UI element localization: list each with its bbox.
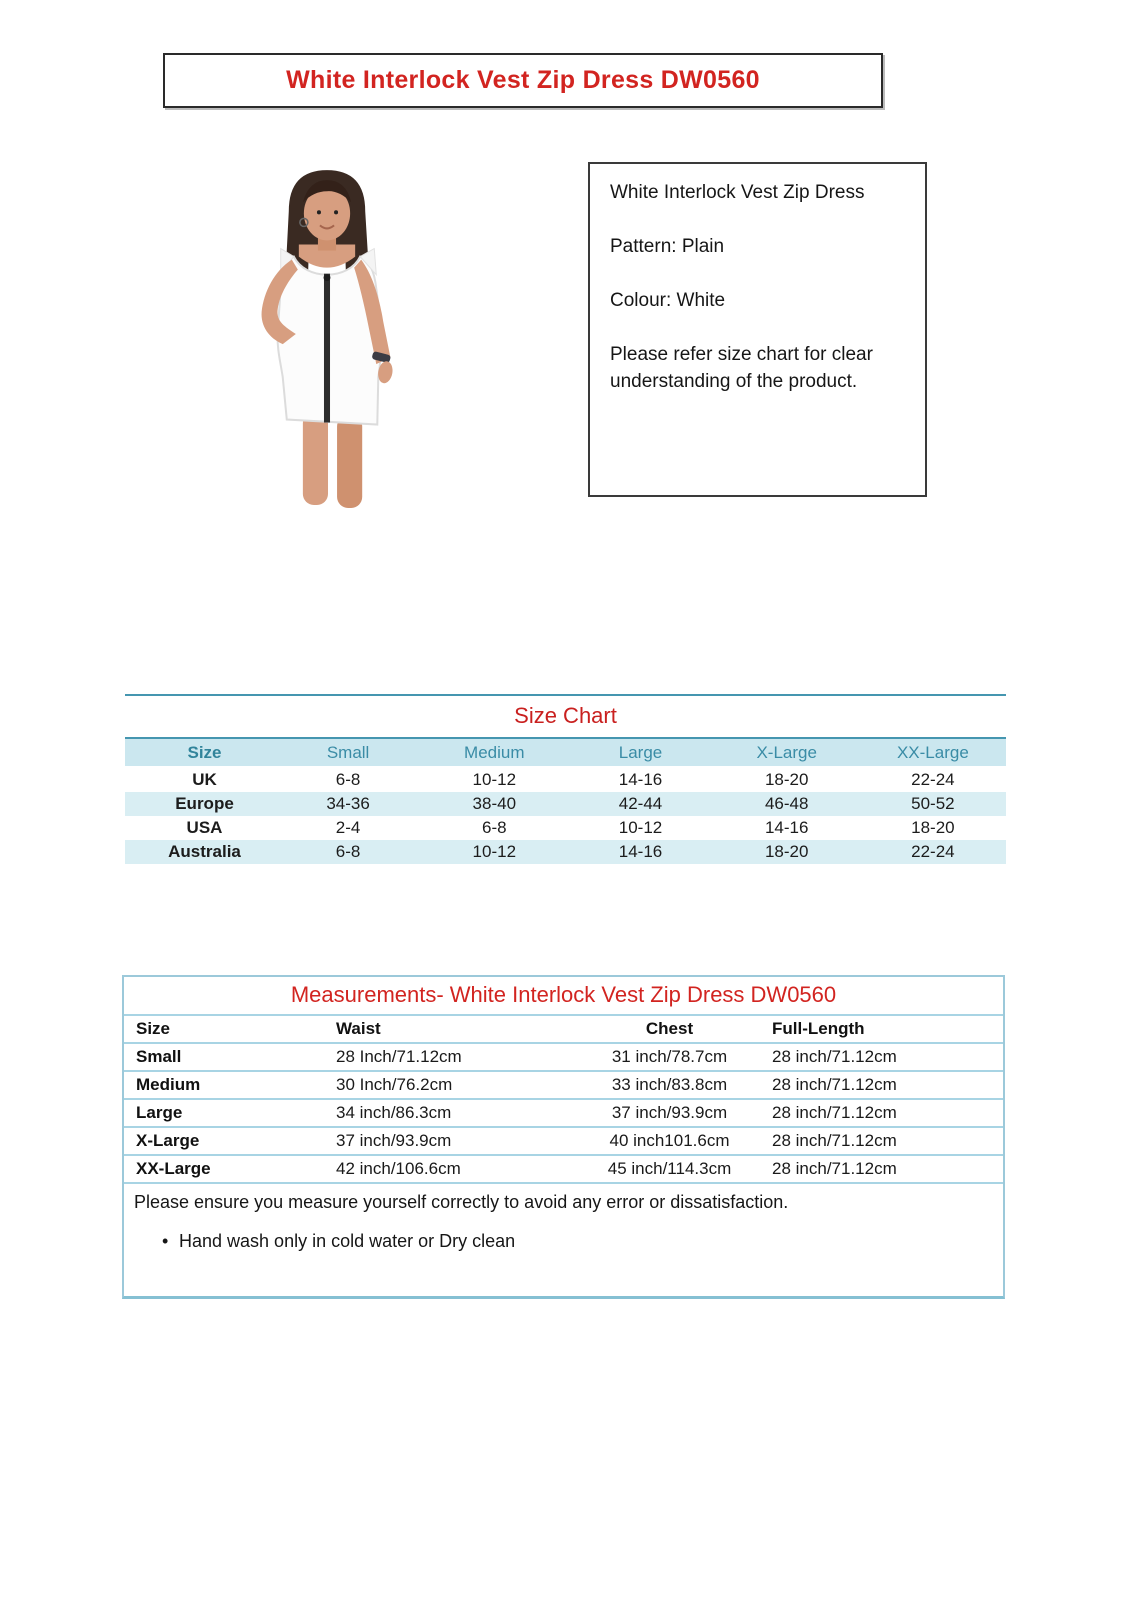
size-chart-header-row xyxy=(125,737,1006,766)
cell: 37 inch/93.9cm xyxy=(611,1103,728,1122)
product-info-box xyxy=(588,162,927,497)
zipper-pull xyxy=(324,274,331,281)
product-title-box xyxy=(163,53,883,108)
table-row-xxlarge xyxy=(124,1156,1003,1184)
cell: 6-8 xyxy=(335,770,361,789)
table-row-europe xyxy=(125,792,1006,816)
row-label: Europe xyxy=(175,794,234,813)
cell: 30 Inch/76.2cm xyxy=(336,1075,453,1094)
size-chart-table xyxy=(125,737,1006,864)
column-header-size: Size xyxy=(187,742,222,762)
column-header-size: Size xyxy=(136,1019,171,1038)
row-label: X-Large xyxy=(136,1131,200,1150)
care-instruction-note: • Hand wash only in cold water or Dry clean xyxy=(134,1231,993,1252)
cell: 31 inch/78.7cm xyxy=(611,1047,728,1066)
table-row-medium xyxy=(124,1072,1003,1100)
cell: 14-16 xyxy=(618,842,663,861)
cell: 18-20 xyxy=(764,842,809,861)
info-colour: Colour: White xyxy=(610,289,726,311)
cell: 45 inch/114.3cm xyxy=(607,1159,732,1178)
info-pattern: Pattern: Plain xyxy=(610,235,725,257)
cell: 34 inch/86.3cm xyxy=(336,1103,452,1122)
column-header-medium: Medium xyxy=(464,742,525,762)
row-label: UK xyxy=(192,770,217,789)
measurement-notes xyxy=(124,1184,1003,1296)
cell: 42 inch/106.6cm xyxy=(336,1159,461,1178)
column-header-chest: Chest xyxy=(645,1019,694,1038)
column-header-xlarge: X-Large xyxy=(756,742,817,762)
cell: 28 Inch/71.12cm xyxy=(336,1047,462,1066)
measurements-title: Measurements- White Interlock Vest Zip Dress DW0560 xyxy=(124,977,1003,1016)
cell: 28 inch/71.12cm xyxy=(772,1159,897,1178)
table-row-small xyxy=(124,1044,1003,1072)
row-label: Medium xyxy=(136,1075,201,1094)
cell: 33 inch/83.8cm xyxy=(611,1075,728,1094)
column-header-waist: Waist xyxy=(336,1019,381,1038)
zipper xyxy=(324,274,330,423)
row-label: Large xyxy=(136,1103,183,1122)
cell: 40 inch101.6cm xyxy=(609,1131,730,1150)
column-header-full-length: Full-Length xyxy=(772,1019,865,1038)
size-chart-section xyxy=(125,694,1006,864)
leg-right xyxy=(337,415,362,508)
measurements-header-row xyxy=(124,1016,1003,1044)
cell: 28 inch/71.12cm xyxy=(772,1131,897,1150)
info-product-name: White Interlock Vest Zip Dress xyxy=(610,182,865,203)
table-row-large xyxy=(124,1100,1003,1128)
size-chart-title: Size Chart xyxy=(125,694,1006,737)
row-label: XX-Large xyxy=(136,1159,211,1178)
row-label: Small xyxy=(136,1047,182,1066)
cell: 28 inch/71.12cm xyxy=(772,1075,897,1094)
cell: 28 inch/71.12cm xyxy=(772,1103,897,1122)
cell: 14-16 xyxy=(618,770,663,789)
cell: 28 inch/71.12cm xyxy=(772,1047,897,1066)
leg-left xyxy=(303,412,328,505)
column-header-large: Large xyxy=(618,742,663,762)
column-header-xxlarge: XX-Large xyxy=(896,742,969,762)
cell: 10-12 xyxy=(472,842,517,861)
table-row-xlarge xyxy=(124,1128,1003,1156)
table-row-australia xyxy=(125,840,1006,864)
cell: 22-24 xyxy=(911,770,955,789)
measurements-section xyxy=(122,975,1005,1299)
cell: 38-40 xyxy=(472,794,517,813)
table-row-uk xyxy=(125,768,1006,792)
cell: 10-12 xyxy=(472,770,517,789)
cell: 18-20 xyxy=(911,818,955,837)
cell: 14-16 xyxy=(764,818,809,837)
cell: 22-24 xyxy=(911,842,955,861)
product-photo xyxy=(196,156,458,508)
column-header-small: Small xyxy=(326,742,370,762)
eye-right xyxy=(334,210,338,214)
cell: 50-52 xyxy=(911,794,955,813)
measure-warning-note: Please ensure you measure yourself correctly to avoid any error or dissatisfaction. xyxy=(134,1192,789,1212)
cell: 10-12 xyxy=(618,818,663,837)
cell: 46-48 xyxy=(764,794,809,813)
model-illustration xyxy=(196,156,458,508)
info-note: Please refer size chart for clear understanding of the product. xyxy=(610,343,873,392)
cell: 6-8 xyxy=(482,818,507,837)
row-label: Australia xyxy=(168,842,241,861)
cell: 37 inch/93.9cm xyxy=(336,1131,452,1150)
cell: 2-4 xyxy=(335,818,361,837)
table-row-usa xyxy=(125,816,1006,840)
cell: 18-20 xyxy=(764,770,809,789)
cell: 34-36 xyxy=(326,794,370,813)
eye-left xyxy=(317,210,321,214)
row-label: USA xyxy=(186,818,223,837)
page-title: White Interlock Vest Zip Dress DW0560 xyxy=(286,66,760,94)
cell: 6-8 xyxy=(335,842,361,861)
cell: 42-44 xyxy=(618,794,663,813)
